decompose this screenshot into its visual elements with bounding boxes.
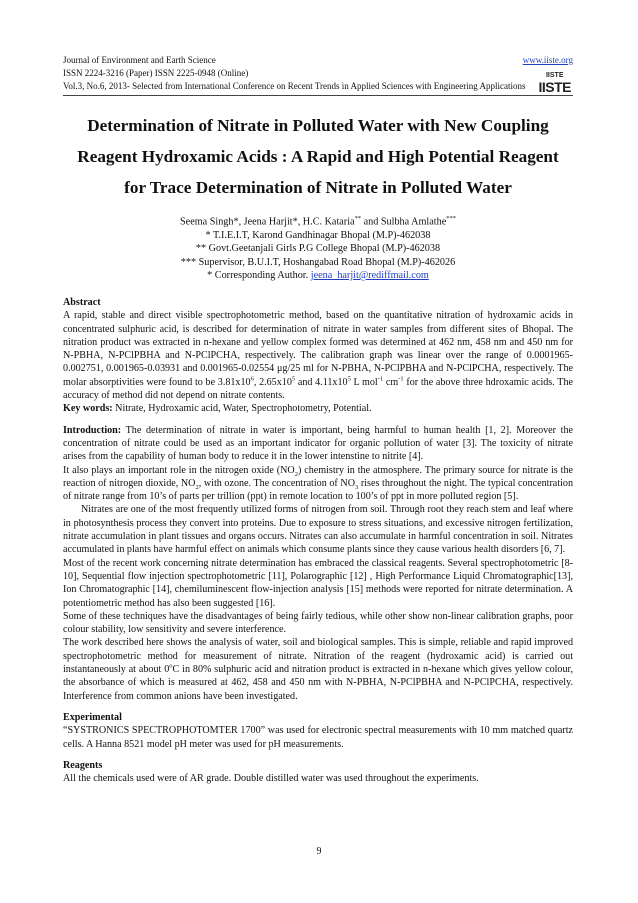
iiste-logo: IISTE IISTE	[538, 72, 571, 95]
abstract-text: A rapid, stable and direct visible spectrophotometric method, based on the quantitative nitration of hydroxamic acids in concentrated sulphuric acid, is described for determination of nitrate in water samples from different sites of Bhopal. The nitration product was extracted in n-hexane and yellow complex formed was determined at 462 nm, 458 nm and 450 nm for N-PBHA, N-PClPBHA and N-PClPCHA, respectively. The calibration graph was linear over the range of 0.0001965-0.002751, 0.001965-0.03931 and 0.001965-0.02554 μg/25 ml for N-PBHA, N-PClPBHA and N-PClPCHA, respectively. The molar absorptivities were found to be $3.81x10^6$, $2.65x10^5$ and $4.11x10^5$ L mol$^{-1}$ $cm^{-1}$ for the above three hdroxamic acids. The accuracy of method did not depend on nitrate contents.	[63, 310, 573, 402]
intro-heading: Introduction:	[63, 424, 122, 436]
intro-paragraph-6: The work described here shows the analysis of water, soil and biological samples. This is simple, reliable and rapid improved spectrophotometric method for measurement of nitrate. Nitration of the reagent (hydroxamic acid) is carried out instantaneously at about 0$^o$C in 80% sulphuric acid and nitration product is extracted in n-hexane which gives yellow colour, the absorbance of which is measured at 462, 458 and 450 nm with N-PBHA, N-PClPBHA and N-PClPCHA, respectively. Interference from common anions have been investigated.	[63, 637, 573, 702]
author-names: Seema Singh*, Jeena Harjit*, H.C. Kataria** and Sulbha Amlathe***	[180, 215, 456, 228]
page-number: 9	[316, 846, 322, 857]
reagents-text: All the chemicals used were of AR grade. Double distilled water was used throughout the experiments.	[63, 773, 479, 785]
issn-line: ISSN 2224-3216 (Paper) ISSN 2225-0948 (Online)	[63, 68, 249, 79]
paper-title: Determination of Nitrate in Polluted Water with New Coupling Reagent Hydroxamic Acids : A Rapid and High Potential Reagent for Trace Determination of Nitrate in Polluted Water	[77, 116, 559, 197]
affiliation-2: ** Govt.Geetanjali Girls P.G College Bhopal (M.P)-462038	[195, 243, 441, 255]
keywords: Key words: Nitrate, Hydroxamic acid, Water, Spectrophotometry, Potential.	[63, 403, 372, 415]
author-email-link[interactable]: jeena_harjit@rediffmail.com	[310, 270, 429, 282]
intro-paragraph-2: It also plays an important role in the nitrogen oxide $(NO_2)$ chemistry in the atmosphere. The primary source for nitrate is the reaction of nitrogen dioxide, $NO_2$, with ozone. The concentration of $NO_3$ rises throughout the night. The typical concentration of nitrate range from 10’s of parts per trillion (ppt) in remote location to 100’s of ppt in more polluted region [5].	[63, 464, 573, 503]
affiliation-1: * T.I.E.I.T, Karond Gandhinagar Bhopal (M.P)-462038	[205, 229, 431, 241]
journal-name: Journal of Environment and Earth Science	[63, 55, 216, 65]
experimental-text: “SYSTRONICS SPECTROPHOTOMTER 1700” was used for electronic spectral measurements with 10 mm matched quartz cells. A Hanna 8521 model pH meter was used for pH measurements.	[63, 725, 573, 750]
abstract-heading: Abstract	[63, 297, 101, 308]
reagents-heading: Reagents	[63, 759, 103, 771]
intro-paragraph-5: Some of these techniques have the disadvantages of being fairly tedious, while other show non-linear calibration graphs, poor colour stability, low sensitivity and severe interference.	[63, 610, 573, 636]
affiliation-3: *** Supervisor, B.U.I.T, Hoshangabad Road Bhopal (M.P)-462026	[180, 256, 456, 268]
intro-paragraph-1: Introduction: The determination of nitrate in water is important, being harmful to human health [1, 2]. Moreover the concentration of nitrate could be used as an important indicator for organic pollution of water [3]. The toxicity of nitrate arises from the capability of human body to reduce it in the lower intenstine to nitrite [4].	[63, 424, 573, 463]
corresponding-author: * Corresponding Author. jeena_harjit@rediffmail.com	[207, 270, 429, 282]
experimental-heading: Experimental	[63, 711, 122, 723]
author-block	[63, 212, 573, 282]
journal-url-link[interactable]: www.iiste.org	[522, 55, 573, 65]
header-rule	[63, 95, 573, 96]
page-header	[63, 54, 573, 94]
intro-paragraph-4: Most of the recent work concerning nitrate determination has embraced the classical reagents. Several spectrophotometric [8-10], Sequential flow injection spectrophotometric [11], Polarographic [12] , High Performance Liquid Chromatographic[13], Ion Chromatographic [14], chemiluminescent flow-injection analysis [15] methods were reported for nitrate determination. A potentiometric method has also been suggested [16].	[63, 557, 573, 609]
paper-body	[63, 296, 573, 785]
intro-paragraph-3: Nitrates are one of the most frequently utilized forms of nitrogen from soil. Through root they reach stem and leaf where in photosynthesis process they convert into proteins. Due to exposure to stress situations, and excessive nitrogen fertilization, nitrate accumulation in plant tissues and organs occurs. Nitrates can also accumulate in harmful concentration in soil. Nitrates accumulated in plants have harmful effect on animals which consume plants since they cause various health disorders [6, 7].	[63, 504, 573, 556]
volume-line: Vol.3, No.6, 2013- Selected from International Conference on Recent Trends in Applied Sciences with Engineering Applications	[63, 81, 526, 92]
